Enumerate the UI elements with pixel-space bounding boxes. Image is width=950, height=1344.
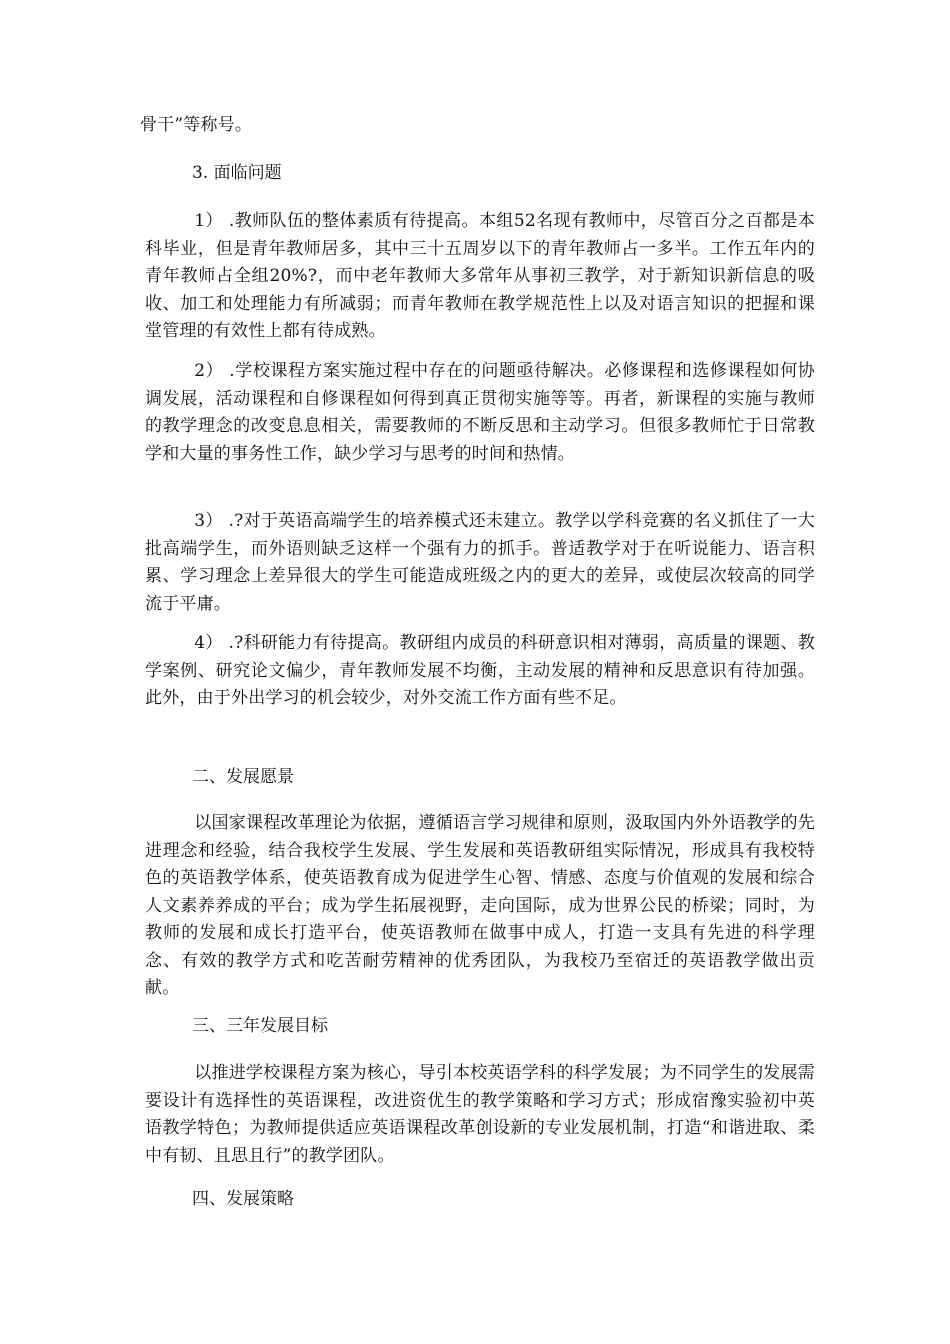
vision-paragraph: 以国家课程改革理论为依据，遵循语言学习规律和原则，汲取国内外外语教学的先进理念和经验，结合我校学生发展、学生发展和英语教研组实际情况，形成具有我校特色的英语教学体系，使英语教育成为促进学生心智、情感、态度与价值观的发展和综合人文素养养成的平台；成为学生拓展视野，走向国际，成为世界公民的桥梁；同时，为教师的发展和成长打造平台，使英语教师在做事中成人，打造一支具有先进的科学理念、有效的教学方式和吃苦耐劳精神的优秀团队，为我校乃至宿迁的英语教学做出贡献。 xyxy=(145,813,815,998)
goals-paragraph: 以推进学校课程方案为核心，导引本校英语学科的科学发展；为不同学生的发展需要设计有选择性的英语课程，改进资优生的教学策略和学习方式；形成宿豫实验初中英语教学特色；为教师提供适应英语课程改革创设新的专业发展机制，打造“和谐进取、柔中有韧、且思且行”的教学团队。 xyxy=(145,1063,815,1166)
section-heading-problems: 3. 面临问题 xyxy=(192,163,282,183)
heading-strategy: 四、发展策略 xyxy=(192,1189,294,1209)
problem-paragraph-3: 3） .?对于英语高端学生的培养模式还未建立。教学以学科竞赛的名义抓住了一大批高端学生，而外语则缺乏这样一个强有力的抓手。普适教学对于在听说能力、语言积累、学习理念上差异很大的学生可能造成班级之内的更大的差异，或使层次较高的同学流于平庸。 xyxy=(145,511,815,614)
problem-paragraph-2: 2） .学校课程方案实施过程中存在的问题亟待解决。必修课程和选修课程如何协调发展，活动课程和自修课程如何得到真正贯彻实施等等。再者，新课程的实施与教师的教学理念的改变息息相关，需要教师的不断反思和主动学习。但很多教师忙于日常教学和大量的事务性工作，缺少学习与思考的时间和热情。 xyxy=(145,361,815,464)
problem-paragraph-1: 1） .教师队伍的整体素质有待提高。本组52名现有教师中，尽管百分之百都是本科毕业，但是青年教师居多，其中三十五周岁以下的青年教师占一多半。工作五年内的青年教师占全组20%?，而中老年教师大多常年从事初三教学，对于新知识新信息的吸收、加工和处理能力有所减弱；而青年教师在教学规范性上以及对语言知识的把握和课堂管理的有效性上都有待成熟。 xyxy=(145,211,815,341)
problem-paragraph-4: 4） .?科研能力有待提高。教研组内成员的科研意识相对薄弱，高质量的课题、教学案例、研究论文偏少，青年教师发展不均衡，主动发展的精神和反思意识有待加强。此外，由于外出学习的机会较少，对外交流工作方面有些不足。 xyxy=(145,633,815,708)
heading-vision: 二、发展愿景 xyxy=(192,767,294,787)
continuation-line: 骨干”等称号。 xyxy=(140,115,253,135)
heading-goals: 三、三年发展目标 xyxy=(192,1016,328,1036)
